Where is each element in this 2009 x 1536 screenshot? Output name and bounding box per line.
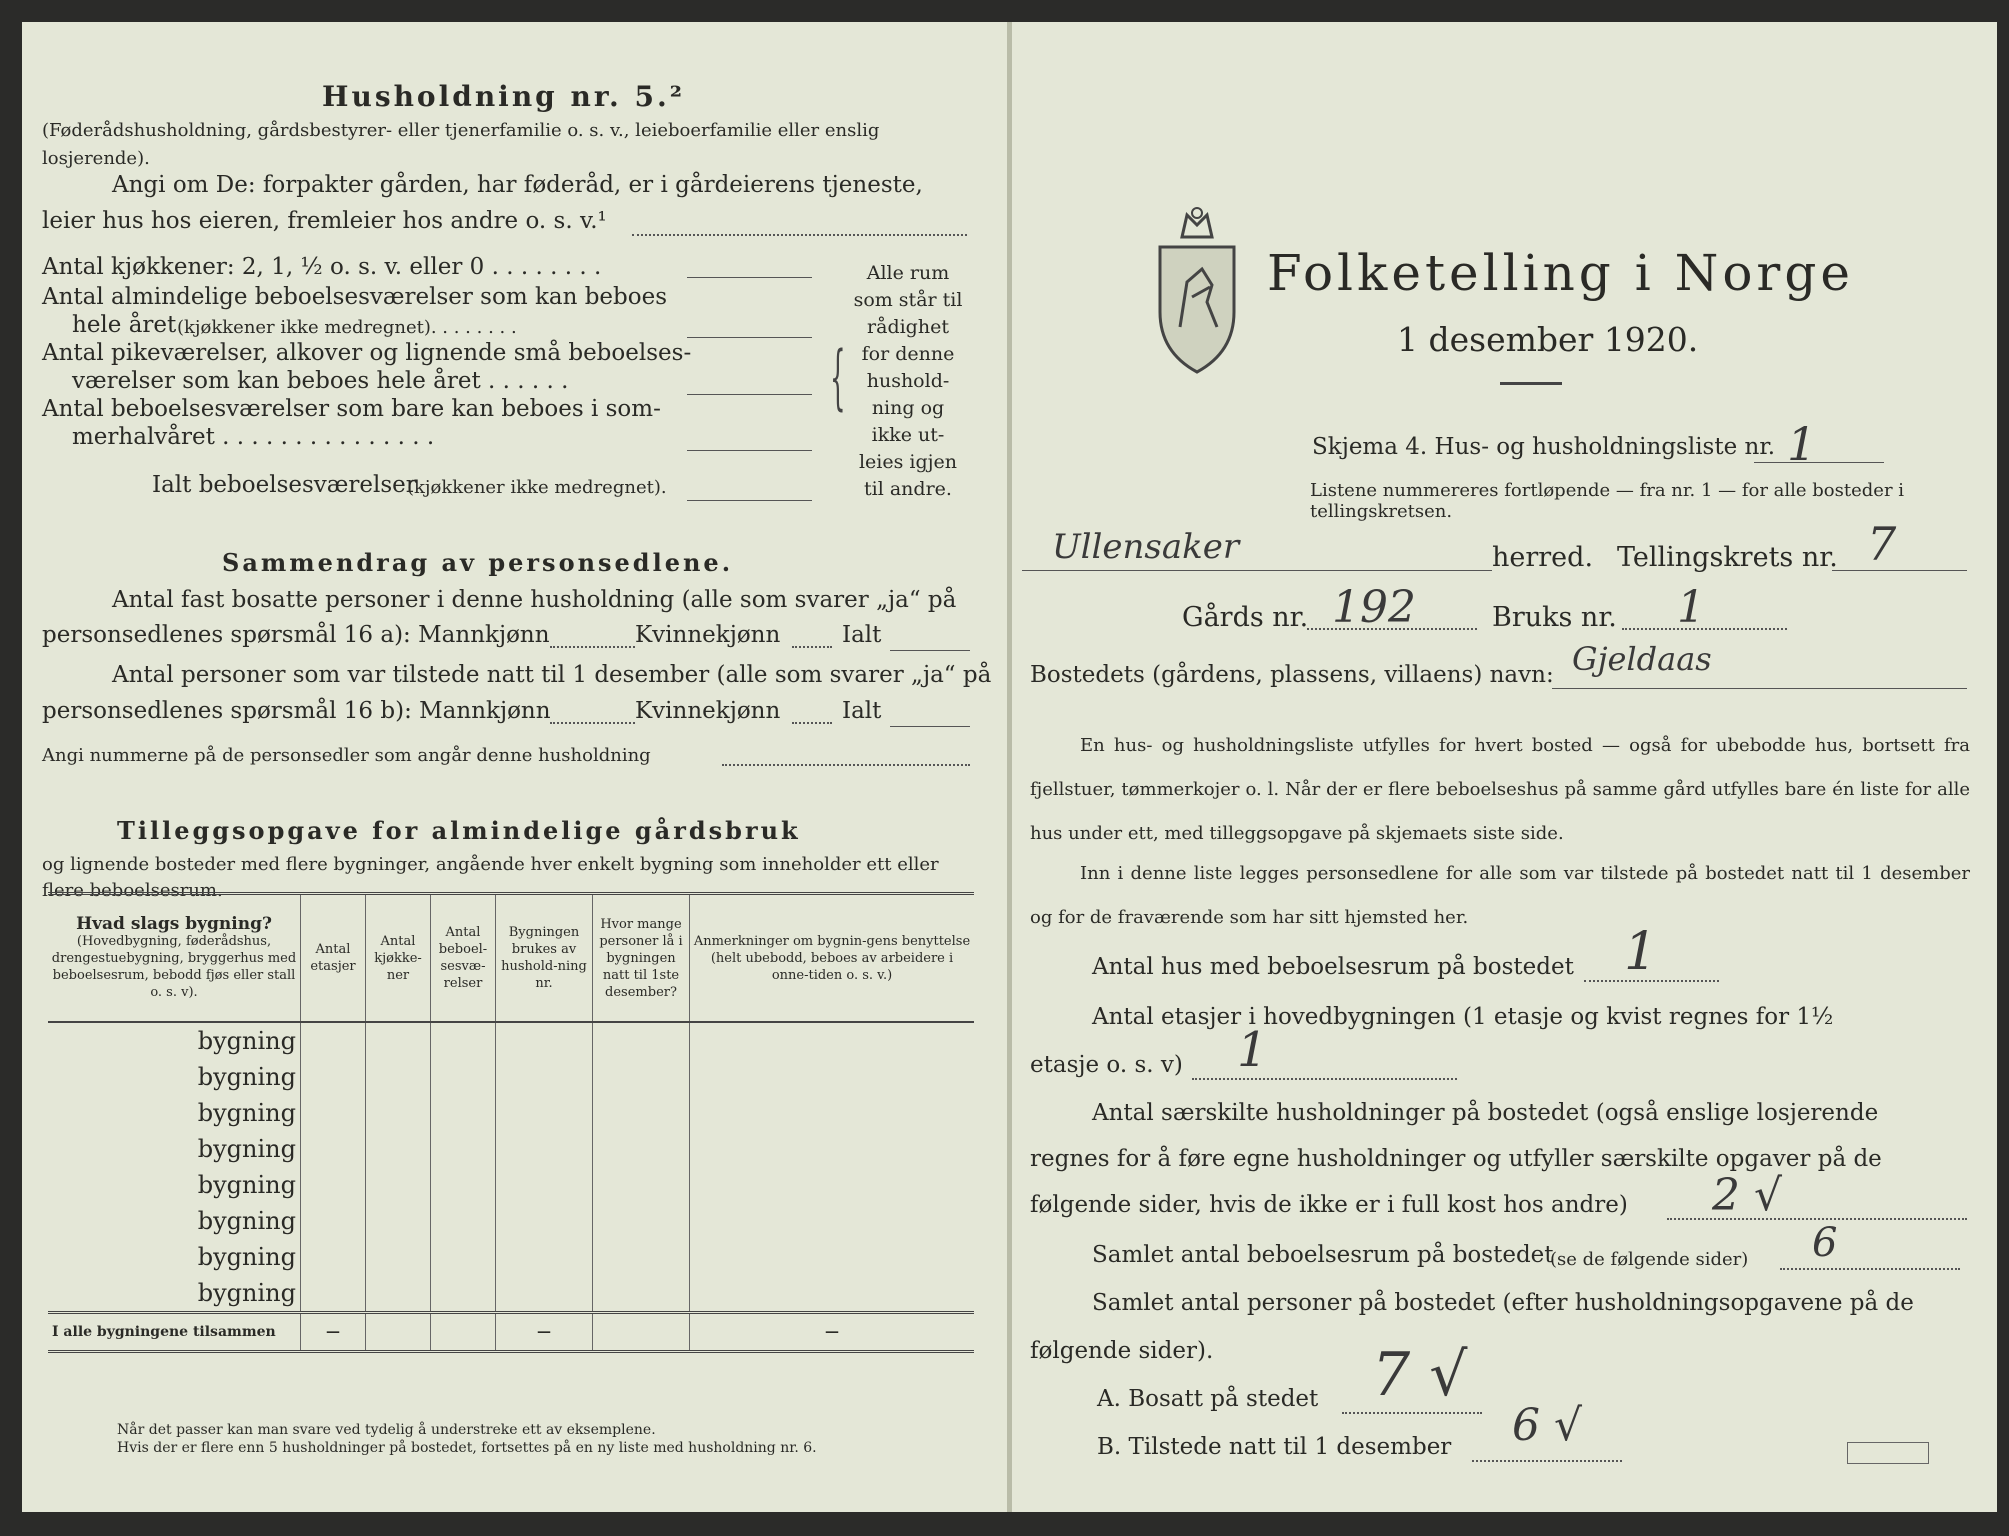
right-page xyxy=(1012,22,1997,1512)
q-rum-field[interactable] xyxy=(1780,1268,1960,1270)
tillegg-subtitle: og lignende bosteder med flere bygninger, angående hver enkelt bygning som inneholder ett eller flere beboelsesrum. xyxy=(42,854,939,901)
summary-a-ialt-field[interactable] xyxy=(890,650,970,651)
bosted-value: Gjeldaas xyxy=(1572,640,1712,678)
a-bosatt-field[interactable] xyxy=(1342,1412,1482,1414)
table-row xyxy=(48,1275,974,1313)
b-tilstede-label: B. Tilstede natt til 1 desember xyxy=(1097,1434,1452,1460)
cell-vaerelser[interactable] xyxy=(431,1239,496,1275)
listene-note: Listene nummereres fortløpende — fra nr. 1 — for alle bosteder i tellingskretsen. xyxy=(1310,480,1905,522)
cell-vaerelser[interactable] xyxy=(431,1203,496,1239)
cell-anmerkninger[interactable] xyxy=(690,1275,975,1313)
cell-husholdning[interactable] xyxy=(496,1275,593,1313)
alm-label-2: hele året xyxy=(72,312,177,338)
cell-etasjer[interactable] xyxy=(301,1095,366,1131)
a-bosatt-label: A. Bosatt på stedet xyxy=(1097,1386,1319,1412)
brace-note-line: til andre. xyxy=(864,478,952,500)
total-personer[interactable] xyxy=(593,1313,690,1352)
tellingskrets-label: Tellingskrets nr. xyxy=(1617,542,1838,573)
building-row-label[interactable]: bygning xyxy=(197,1279,296,1307)
col-header-vaerelser: Antal beboel-sesvæ-relser xyxy=(431,894,496,1023)
brace-note-line: ning og xyxy=(871,397,945,419)
instructions-para-1: En hus- og husholdningsliste utfylles for hvert bosted — også for ubebodde hus, bortsett fra fjellstuer, tømmerkojer o. l. Når der er flere beboelseshus på samme gård utfylles bare én liste for alle hus under ett, med tilleggsopgave på skjemaets siste side. xyxy=(1030,735,1970,844)
table-row xyxy=(48,1131,974,1167)
brace-icon: { xyxy=(830,336,846,418)
cell-personer[interactable] xyxy=(593,1275,690,1313)
household-intro: (Føderådshusholdning, gårdsbestyrer- eller tjenerfamilie o. s. v., leieboerfamilie eller enslig losjerende). xyxy=(42,120,880,169)
gards-label: Gårds nr. xyxy=(1182,602,1309,633)
cell-husholdning[interactable] xyxy=(496,1095,593,1131)
q-etasjer-field[interactable] xyxy=(1192,1078,1457,1080)
summary-b1: Antal personer som var tilstede natt til 1 desember (alle som svarer „ja“ på xyxy=(112,662,992,688)
building-row-label[interactable]: bygning xyxy=(197,1135,296,1163)
form-title: Folketelling i Norge xyxy=(1267,244,1854,302)
cell-etasjer[interactable] xyxy=(301,1131,366,1167)
col-header-type-desc: (Hovedbygning, føderådshus, drengestuebygning, bryggerhus med beboelsesrum, bebodd fjøs eller stall o. s. v). xyxy=(51,933,297,1000)
cell-etasjer[interactable] xyxy=(301,1203,366,1239)
bruks-label: Bruks nr. xyxy=(1492,602,1617,633)
col-header-etasjer: Antal etasjer xyxy=(301,894,366,1023)
angi-answer-field[interactable] xyxy=(632,234,967,236)
cell-vaerelser[interactable] xyxy=(431,1131,496,1167)
summary-a-kvinne: Kvinnekjønn xyxy=(635,622,781,648)
summary-b2: personsedlenes spørsmål 16 b): Mannkjønn xyxy=(42,698,551,724)
kjokkener-label: Antal kjøkkener: 2, 1, ½ o. s. v. eller 0 . . . . . . . . xyxy=(42,254,602,280)
instructions-para-2: Inn i denne liste legges personsedlene for alle som var tilstede på bostedet natt til 1 desember og for de fraværende som har sitt hjemsted her. xyxy=(1030,863,1970,928)
q-pers-line-1: Samlet antal personer på bostedet (efter husholdningsopgavene på de xyxy=(1092,1290,1914,1316)
footnote-2: Hvis der er flere enn 5 husholdninger på bostedet, fortsettes på en ny liste med husholdning nr. 6. xyxy=(117,1440,817,1456)
herred-label: herred. xyxy=(1492,542,1594,573)
cell-kjokkener[interactable] xyxy=(366,1203,431,1239)
tellingskrets-field[interactable] xyxy=(1832,570,1967,571)
ialt-label-small: (kjøkkener ikke medregnet). xyxy=(407,477,667,498)
cell-kjokkener[interactable] xyxy=(366,1239,431,1275)
cell-anmerkninger[interactable] xyxy=(690,1131,975,1167)
a-bosatt-value: 7 √ xyxy=(1372,1340,1468,1410)
cell-husholdning[interactable] xyxy=(496,1059,593,1095)
summary-b-ialt-field[interactable] xyxy=(890,726,970,727)
b-tilstede-value: 6 √ xyxy=(1512,1400,1583,1451)
total-husholdning: — xyxy=(496,1313,593,1352)
summary-b-kvinne-field[interactable] xyxy=(792,722,832,724)
brace-note-line: rådighet xyxy=(867,316,949,338)
cell-kjokkener[interactable] xyxy=(366,1059,431,1095)
household-title: Husholdning nr. 5.² xyxy=(322,80,686,113)
total-label: I alle bygningene tilsammen xyxy=(48,1313,301,1352)
col-header-type xyxy=(48,894,301,1023)
q-rum-small: (se de følgende sider) xyxy=(1550,1249,1749,1270)
cell-anmerkninger[interactable] xyxy=(690,1059,975,1095)
brace-note-line: Alle rum xyxy=(866,262,950,284)
cell-personer[interactable] xyxy=(593,1203,690,1239)
building-row-label[interactable]: bygning xyxy=(197,1243,296,1271)
col-header-husholdning: Bygningen brukes av hushold-ning nr. xyxy=(496,894,593,1023)
cell-personer[interactable] xyxy=(593,1167,690,1203)
summary-title: Sammendrag av personsedlene. xyxy=(222,548,734,577)
summary-a-kvinne-field[interactable] xyxy=(792,646,832,648)
table-row xyxy=(48,1203,974,1239)
total-kjokkener[interactable] xyxy=(366,1313,431,1352)
table-row xyxy=(48,1239,974,1275)
col-header-anmerkninger: Anmerkninger om bygnin-gens benyttelse (helt ubebodd, beboes av arbeidere i onne-tiden o. s. v.) xyxy=(690,894,975,1023)
building-row-label[interactable]: bygning xyxy=(197,1027,296,1055)
q-pers-line-2: følgende sider). xyxy=(1030,1338,1214,1364)
sommer-label-2: merhalvåret . . . . . . . . . . . . . . . xyxy=(72,424,435,450)
cell-etasjer[interactable] xyxy=(301,1275,366,1313)
cell-husholdning[interactable] xyxy=(496,1239,593,1275)
total-etasjer: — xyxy=(301,1313,366,1352)
summary-numre-field[interactable] xyxy=(722,764,970,766)
cell-vaerelser[interactable] xyxy=(431,1095,496,1131)
tellingskrets-value: 7 xyxy=(1867,517,1897,571)
summary-numre: Angi nummerne på de personsedler som angår denne husholdning xyxy=(42,745,651,766)
cell-kjokkener[interactable] xyxy=(366,1275,431,1313)
summary-b-kvinne: Kvinnekjønn xyxy=(635,698,781,724)
brace-note-line: for denne xyxy=(861,343,955,365)
kjokkener-field[interactable] xyxy=(687,277,812,278)
cell-vaerelser[interactable] xyxy=(431,1275,496,1313)
table-row xyxy=(48,1167,974,1203)
cell-husholdning[interactable] xyxy=(496,1167,593,1203)
building-row-label[interactable]: bygning xyxy=(197,1099,296,1127)
summary-a-ialt: Ialt xyxy=(842,622,882,648)
cell-etasjer[interactable] xyxy=(301,1167,366,1203)
form-date: 1 desember 1920. xyxy=(1397,320,1699,359)
table-row xyxy=(48,1059,974,1095)
q-hush-value: 2 √ xyxy=(1712,1170,1783,1221)
q-etasjer-value: 1 xyxy=(1237,1022,1268,1078)
building-table xyxy=(48,892,974,1353)
cell-vaerelser[interactable] xyxy=(431,1167,496,1203)
printer-stamp xyxy=(1847,1442,1929,1464)
col-header-kjokkener: Antal kjøkke-ner xyxy=(366,894,431,1023)
cell-personer[interactable] xyxy=(593,1059,690,1095)
title-rule xyxy=(1500,382,1562,385)
ialt-label: Ialt beboelsesværelser xyxy=(152,472,417,498)
coat-of-arms-icon xyxy=(1152,207,1242,377)
alm-field[interactable] xyxy=(687,337,812,338)
cell-kjokkener[interactable] xyxy=(366,1167,431,1203)
cell-personer[interactable] xyxy=(593,1022,690,1059)
building-row-label[interactable]: bygning xyxy=(197,1207,296,1235)
cell-etasjer[interactable] xyxy=(301,1239,366,1275)
skjema-field[interactable] xyxy=(1754,462,1884,463)
summary-b-mann-field[interactable] xyxy=(550,722,635,724)
brace-note-line: hushold- xyxy=(866,370,950,392)
table-row xyxy=(48,1095,974,1131)
q-hush-line-1: Antal særskilte husholdninger på bostedet (også enslige losjerende xyxy=(1092,1100,1879,1126)
col-header-type-title: Hvad slags bygning? xyxy=(76,913,272,934)
cell-anmerkninger[interactable] xyxy=(690,1022,975,1059)
q-hus-label: Antal hus med beboelsesrum på bostedet xyxy=(1092,954,1574,980)
brace-note-line: leies igjen xyxy=(858,451,958,473)
cell-etasjer[interactable] xyxy=(301,1022,366,1059)
q-rum-label: Samlet antal beboelsesrum på bostedet xyxy=(1092,1242,1554,1268)
cell-personer[interactable] xyxy=(593,1131,690,1167)
cell-kjokkener[interactable] xyxy=(366,1095,431,1131)
cell-vaerelser[interactable] xyxy=(431,1059,496,1095)
brace-note xyxy=(848,260,968,503)
cell-anmerkninger[interactable] xyxy=(690,1167,975,1203)
skjema-label: Skjema 4. Hus- og husholdningsliste nr. xyxy=(1312,434,1776,460)
cell-anmerkninger[interactable] xyxy=(690,1239,975,1275)
col-header-personer: Hvor mange personer lå i bygningen natt til 1ste desember? xyxy=(593,894,690,1023)
total-vaerelser[interactable] xyxy=(431,1313,496,1352)
q-hus-value: 1 xyxy=(1624,922,1658,982)
angi-line-1: Angi om De: forpakter gården, har føderåd, er i gårdeierens tjeneste, xyxy=(112,172,923,198)
cell-anmerkninger[interactable] xyxy=(690,1095,975,1131)
sommer-label-1: Antal beboelsesværelser som bare kan beboes i som- xyxy=(42,396,661,422)
angi-line-2: leier hus hos eieren, fremleier hos andre o. s. v.¹ xyxy=(42,208,607,234)
summary-b-ialt: Ialt xyxy=(842,698,882,724)
cell-husholdning[interactable] xyxy=(496,1203,593,1239)
alm-label-small: (kjøkkener ikke medregnet). . . . . . . . xyxy=(177,317,517,338)
herred-value: Ullensaker xyxy=(1052,527,1240,567)
table-row xyxy=(48,1022,974,1059)
building-row-label[interactable]: bygning xyxy=(197,1171,296,1199)
alm-label-1: Antal almindelige beboelsesværelser som kan beboes xyxy=(42,284,668,310)
brace-note-line: som står til xyxy=(853,289,963,311)
cell-personer[interactable] xyxy=(593,1095,690,1131)
cell-personer[interactable] xyxy=(593,1239,690,1275)
summary-a2: personsedlenes spørsmål 16 a): Mannkjønn xyxy=(42,622,550,648)
bruks-value: 1 xyxy=(1677,582,1705,633)
q-etasjer-line-2: etasje o. s. v) xyxy=(1030,1052,1183,1078)
left-page xyxy=(22,22,1010,1512)
cell-kjokkener[interactable] xyxy=(366,1131,431,1167)
q-hush-line-2: regnes for å føre egne husholdninger og utfyller særskilte opgaver på de xyxy=(1030,1146,1882,1172)
bosted-field[interactable] xyxy=(1552,688,1967,689)
b-tilstede-field[interactable] xyxy=(1472,1460,1622,1462)
herred-field[interactable] xyxy=(1022,570,1492,571)
summary-a1: Antal fast bosatte personer i denne husholdning (alle som svarer „ja“ på xyxy=(112,587,957,613)
footnote-1: Når det passer kan man svare ved tydelig å understreke ett av eksemplene. xyxy=(117,1422,656,1438)
gards-value: 192 xyxy=(1332,582,1416,633)
q-rum-value: 6 xyxy=(1812,1220,1838,1266)
cell-vaerelser[interactable] xyxy=(431,1022,496,1059)
q-etasjer-line-1: Antal etasjer i hovedbygningen (1 etasje og kvist regnes for 1½ xyxy=(1092,1004,1834,1030)
cell-husholdning[interactable] xyxy=(496,1022,593,1059)
total-anmerkninger: — xyxy=(690,1313,975,1352)
pike-field[interactable] xyxy=(687,394,812,395)
cell-anmerkninger[interactable] xyxy=(690,1203,975,1239)
pike-label-1: Antal pikeværelser, alkover og lignende små beboelses- xyxy=(42,340,692,366)
cell-kjokkener[interactable] xyxy=(366,1022,431,1059)
bosted-label: Bostedets (gårdens, plassens, villaens) navn: xyxy=(1030,662,1554,688)
building-row-label[interactable]: bygning xyxy=(197,1063,296,1091)
pike-label-2: værelser som kan beboes hele året . . . . . . xyxy=(72,368,569,394)
summary-a-mann-field[interactable] xyxy=(550,646,635,648)
cell-etasjer[interactable] xyxy=(301,1059,366,1095)
ialt-field[interactable] xyxy=(687,500,812,501)
cell-husholdning[interactable] xyxy=(496,1131,593,1167)
tillegg-title: Tilleggsopgave for almindelige gårdsbruk xyxy=(117,816,801,845)
brace-note-line: ikke ut- xyxy=(871,424,945,446)
skjema-value: 1 xyxy=(1787,417,1817,471)
q-hush-line-3: følgende sider, hvis de ikke er i full kost hos andre) xyxy=(1030,1192,1628,1218)
sommer-field[interactable] xyxy=(687,450,812,451)
